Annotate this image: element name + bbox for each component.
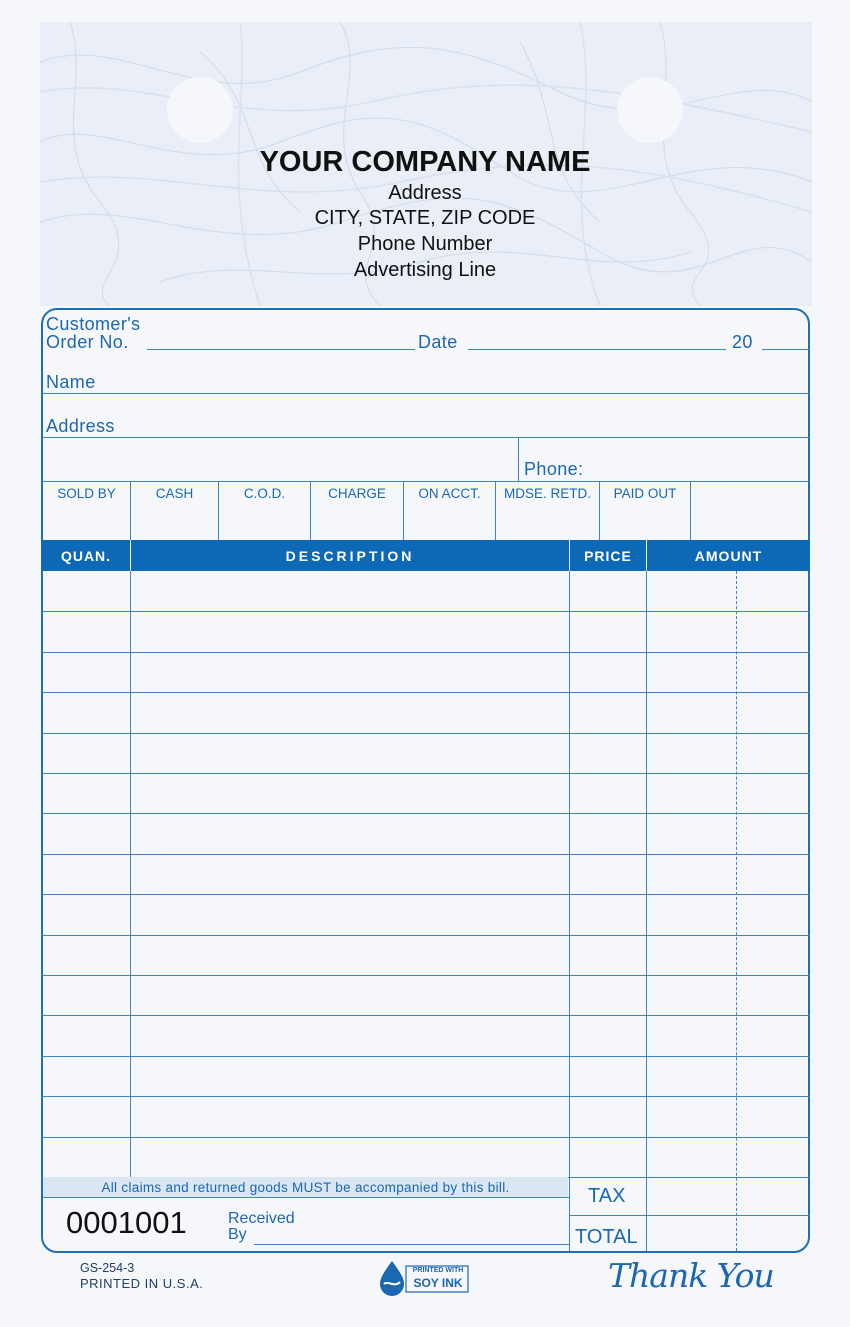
order-no-field[interactable] [147,349,415,350]
form-box [41,308,810,1253]
by-label: By [228,1226,247,1243]
date-field[interactable] [468,349,726,350]
table-row[interactable] [42,935,810,936]
tax-line [569,1215,810,1216]
pay-divider [690,481,691,540]
table-row[interactable] [42,1137,810,1138]
company-advertising: Advertising Line [353,259,497,281]
tax-label: TAX [588,1185,626,1207]
name-field[interactable] [42,393,810,394]
paid-out-box[interactable]: PAID OUT [613,486,677,501]
table-row[interactable] [42,975,810,976]
claims-notice: All claims and returned goods MUST be accompanied by this bill. [101,1180,510,1195]
col-header-quan: QUAN. [60,548,112,564]
table-row[interactable] [42,652,810,653]
date-label: Date [418,332,458,352]
table-row[interactable] [42,854,810,855]
phone-field[interactable] [42,481,810,482]
total-label: TOTAL [575,1226,638,1248]
year-prefix-label: 20 [732,332,753,352]
phone-divider [518,437,519,482]
punch-hole-right [617,77,683,143]
form-code: GS-254-3 [80,1261,135,1275]
company-address: Address [388,182,462,204]
col-line-price [569,571,570,1251]
address-field[interactable] [42,437,810,438]
thank-you-signature: Thank You [608,1256,774,1295]
table-row[interactable] [42,813,810,814]
received-by-field[interactable] [254,1244,569,1245]
cod-box[interactable]: C.O.D. [243,486,286,501]
charge-box[interactable]: CHARGE [328,486,386,501]
cash-box[interactable]: CASH [155,486,194,501]
printed-in-usa: PRINTED IN U.S.A. [80,1276,204,1291]
table-row[interactable] [42,733,810,734]
company-phone: Phone Number [357,233,493,255]
serial-number: 0001001 [66,1205,187,1240]
table-row[interactable] [42,692,810,693]
soy-ink-bottom: SOY INK [413,1276,463,1290]
address-label: Address [46,416,115,436]
table-row[interactable] [42,1056,810,1057]
phone-label: Phone: [524,459,584,479]
year-field[interactable] [762,349,810,350]
order-no-label: Order No. [46,332,129,352]
table-row[interactable] [42,1096,810,1097]
soy-ink-top: PRINTED WITH [412,1267,464,1274]
mdse-retd-box[interactable]: MDSE. RETD. [503,486,591,501]
received-label: Received [228,1210,295,1227]
table-row[interactable] [42,1015,810,1016]
claims-bottom-line [42,1197,569,1198]
table-row[interactable] [42,894,810,895]
col-header-price: PRICE [584,548,632,564]
col-line-quan [130,571,131,1177]
col-line-cents [736,571,737,1251]
on-acct-box[interactable]: ON ACCT. [418,486,481,501]
punch-hole-left [167,77,233,143]
name-label: Name [46,372,96,392]
customers-label: Customer's [46,314,141,334]
table-row[interactable] [42,773,810,774]
col-header-description: DESCRIPTION [285,548,415,564]
soy-ink-logo [378,1258,472,1296]
sold-by-box[interactable]: SOLD BY [57,486,116,501]
col-header-amount: AMOUNT [694,548,763,564]
company-city-state-zip: CITY, STATE, ZIP CODE [314,207,536,229]
col-line-amount [646,571,647,1251]
company-name: YOUR COMPANY NAME [259,146,591,178]
table-row[interactable] [42,611,810,612]
